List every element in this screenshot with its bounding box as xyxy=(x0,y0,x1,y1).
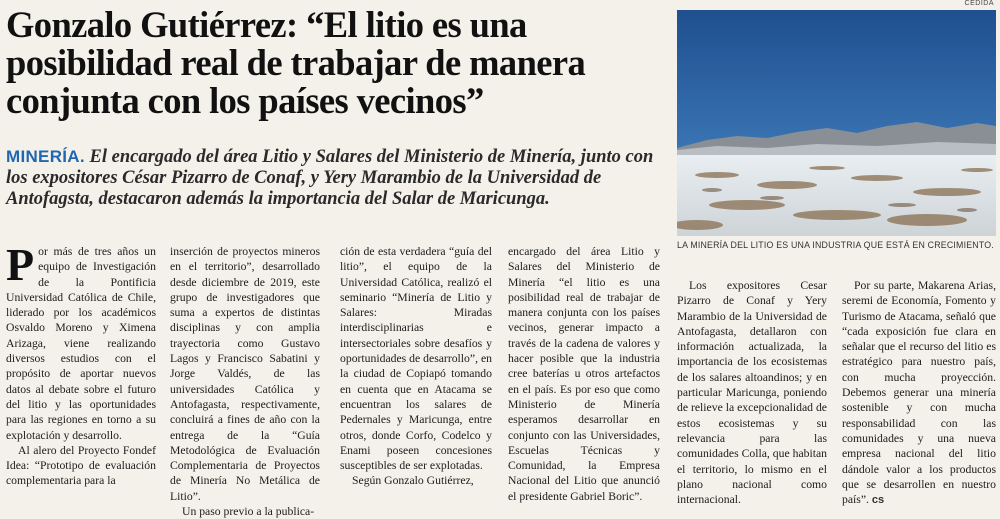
dek-text: El encargado del área Litio y Salares del Ministerio de Minería, junto con los expositores César Pizarro de Conaf, y Yery Marambio de la Universidad de Antofagsta, destacaron además la importancia del Salar de Maricunga. xyxy=(6,147,654,209)
drop-cap: P xyxy=(6,239,35,290)
headline: Gonzalo Gutiérrez: “El litio es una posibilidad real de trabajar de manera conjunta con los países vecinos” xyxy=(6,4,586,121)
photo-caption: LA MINERÍA DEL LITIO ES UNA INDUSTRIA QUE ESTÁ EN CRECIMIENTO. xyxy=(677,240,994,250)
article-dek xyxy=(6,146,666,210)
paragraph: Al alero del Proyecto Fondef Idea: “Prototipo de evaluación complementaria para la xyxy=(6,443,156,488)
paragraph: encargado del área Litio y Salares del Ministerio de Minería “el litio es una posibilidad real de trabajar de manera conjunta con los países vecinos, generar impacto a través de la cadena de valores y hacer posible que la industria cree baterías u otros artefactos en el país. Es por eso que como Ministerio de Minería esperamos desarrollar en conjunto con las Universidades, Escuelas Técnicas y Comunidad, la Empresa Nacional del Litio que anunció el presidente Gabriel Boric”. xyxy=(508,245,660,503)
salar-photo xyxy=(677,10,996,236)
body-column-2 xyxy=(170,244,320,519)
body-column-1 xyxy=(6,239,156,489)
body-column-5 xyxy=(677,278,827,507)
paragraph: Los expositores Cesar Pizarro de Conaf y Yery Marambio de la Universidad de Antofagasta, detallaron con información actualizada, la importancia de los ecosistemas de los salares altoandinos; y en particular Maricunga, poniendo de relieve la excepcionalidad de estos ecosistemas y su relevancia para las comunidades Colla, que habitan el territorio, lo mismo en el plano nacional como internacional. xyxy=(677,279,827,507)
body-column-6 xyxy=(842,278,996,508)
photo-credit: CEDIDA xyxy=(964,0,994,7)
paragraph-text: or más de tres años un equipo de Investigación de la Pontificia Universidad Católica de Chile, liderado por los académicos Osvaldo Moreno y Ximena Arizaga, viene realizando diversos estudios con el propósito de aportar nuevos datos al debate sobre el futuro del litio y las oportunidades para las regiones en torno a su explotación y desarrollo. xyxy=(6,245,156,442)
paragraph: Según Gonzalo Gutiérrez, xyxy=(352,474,474,488)
body-column-3 xyxy=(340,244,492,489)
paragraph-text: Por su parte, Makarena Arias, seremi de Economía, Fomento y Turismo de Atacama, señaló que “cada exposición fue clara en señalar que el recurso del litio es estratégico para nuestro país, con mucha proyección. Debemos generar una minería sostenible y con mucha responsabilidad con las comunidades y una nueva empresa nacional del litio dándole valor a los productos que se desarrollen en nuestro país”. xyxy=(842,279,996,507)
section-kicker: MINERÍA. xyxy=(6,147,85,166)
paragraph xyxy=(6,239,156,443)
paragraph: inserción de proyectos mineros en el territorio”, desarrollado desde diciembre de 2019, este grupo de investigadores que suma a expertos de distintas disciplinas y con amplia trayectoria como Gustavo Lagos y Francisco Sabatini y Jorge Valdés, de las universidades Católica y Antofagasta, respectivamente, concluirá a fines de año con la entrega de la “Guía Metodológica de Evaluación Complementaria de Proyectos de Minería No Metálica de Litio”. xyxy=(170,245,320,503)
paragraph: Un paso previo a la publica- xyxy=(182,505,315,519)
body-column-4 xyxy=(508,244,660,504)
author-signature: cs xyxy=(871,494,885,507)
paragraph xyxy=(842,278,996,508)
paragraph: ción de esta verdadera “guía del litio”, el equipo de la Universidad Católica, realizó el seminario “Minería de Litio y Salares: Miradas interdisciplinarias e intersectoriales sobre desafíos y oportunidades de desarrollo”, en la ciudad de Copiapó tomando en cuenta que en Atacama se encuentran los salares de Pedernales y Maricunga, entre otros, donde Corfo, Codelco y Enami poseen concesiones susceptibles de ser explotadas. xyxy=(340,245,492,473)
